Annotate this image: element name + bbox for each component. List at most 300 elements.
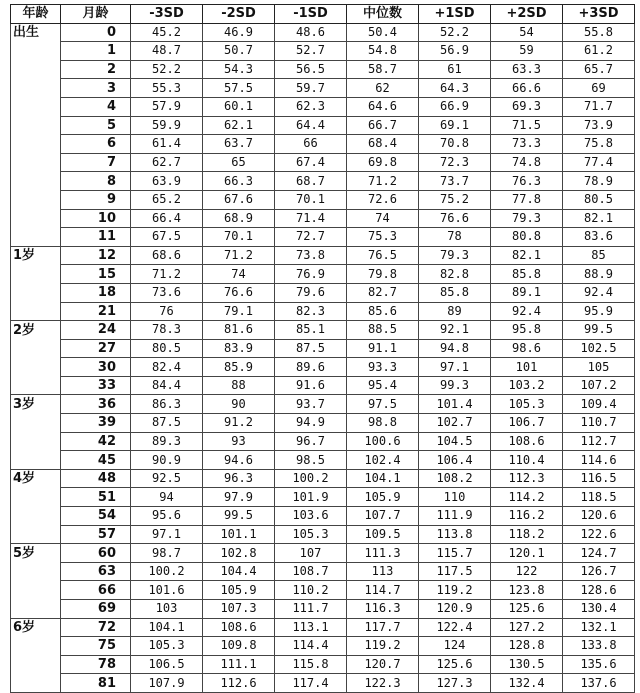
cell-minus-2sd: 65 [203,153,275,172]
cell-plus-2sd: 80.8 [491,228,563,247]
cell-median: 93.3 [347,358,419,377]
cell-median: 120.7 [347,655,419,674]
cell-plus-1sd: 110 [419,488,491,507]
cell-plus-1sd: 122.4 [419,618,491,637]
cell-median: 64.6 [347,97,419,116]
cell-minus-1sd: 82.3 [275,302,347,321]
cell-plus-1sd: 85.8 [419,283,491,302]
cell-minus-3sd: 68.6 [131,246,203,265]
cell-minus-1sd: 66 [275,135,347,154]
cell-minus-2sd: 70.1 [203,228,275,247]
cell-plus-2sd: 59 [491,42,563,61]
cell-month: 11 [61,228,131,247]
table-row [11,507,635,526]
cell-age: 3岁 [11,395,61,414]
cell-minus-1sd: 85.1 [275,321,347,340]
cell-median: 105.9 [347,488,419,507]
cell-plus-3sd: 65.7 [563,60,635,79]
cell-plus-2sd: 101 [491,358,563,377]
cell-minus-1sd: 117.4 [275,674,347,693]
cell-age [11,60,61,79]
cell-month: 75 [61,637,131,656]
cell-plus-2sd: 66.6 [491,79,563,98]
cell-minus-3sd: 71.2 [131,265,203,284]
cell-minus-3sd: 59.9 [131,116,203,135]
cell-plus-2sd: 77.8 [491,190,563,209]
cell-minus-2sd: 57.5 [203,79,275,98]
cell-minus-2sd: 109.8 [203,637,275,656]
table-row [11,395,635,414]
cell-plus-2sd: 89.1 [491,283,563,302]
table-row [11,414,635,433]
cell-age: 4岁 [11,469,61,488]
cell-minus-1sd: 48.6 [275,23,347,42]
growth-standard-table [10,4,635,693]
cell-age [11,655,61,674]
cell-minus-2sd: 50.7 [203,42,275,61]
cell-minus-1sd: 98.5 [275,451,347,470]
cell-month: 54 [61,507,131,526]
cell-month: 7 [61,153,131,172]
cell-minus-3sd: 61.4 [131,135,203,154]
table-header [11,5,635,24]
cell-plus-1sd: 64.3 [419,79,491,98]
cell-median: 85.6 [347,302,419,321]
cell-plus-3sd: 107.2 [563,376,635,395]
cell-age: 出生 [11,23,61,42]
table-row [11,488,635,507]
cell-plus-3sd: 124.7 [563,544,635,563]
cell-plus-3sd: 73.9 [563,116,635,135]
cell-plus-2sd: 118.2 [491,525,563,544]
cell-month: 60 [61,544,131,563]
cell-plus-3sd: 135.6 [563,655,635,674]
cell-minus-3sd: 101.6 [131,581,203,600]
cell-month: 57 [61,525,131,544]
cell-minus-2sd: 81.6 [203,321,275,340]
cell-plus-1sd: 115.7 [419,544,491,563]
cell-month: 69 [61,600,131,619]
cell-plus-1sd: 76.6 [419,209,491,228]
cell-minus-2sd: 105.9 [203,581,275,600]
cell-minus-2sd: 62.1 [203,116,275,135]
cell-plus-1sd: 78 [419,228,491,247]
cell-minus-3sd: 92.5 [131,469,203,488]
cell-minus-3sd: 97.1 [131,525,203,544]
cell-minus-2sd: 71.2 [203,246,275,265]
cell-median: 98.8 [347,414,419,433]
cell-age [11,600,61,619]
cell-median: 100.6 [347,432,419,451]
cell-plus-3sd: 99.5 [563,321,635,340]
cell-age [11,376,61,395]
cell-month: 4 [61,97,131,116]
cell-median: 88.5 [347,321,419,340]
cell-median: 107.7 [347,507,419,526]
cell-minus-3sd: 94 [131,488,203,507]
cell-month: 39 [61,414,131,433]
cell-minus-3sd: 87.5 [131,414,203,433]
cell-minus-3sd: 89.3 [131,432,203,451]
cell-plus-3sd: 75.8 [563,135,635,154]
cell-plus-2sd: 128.8 [491,637,563,656]
cell-age [11,42,61,61]
cell-plus-3sd: 78.9 [563,172,635,191]
cell-plus-1sd: 70.8 [419,135,491,154]
table-row [11,228,635,247]
cell-minus-3sd: 84.4 [131,376,203,395]
cell-plus-2sd: 74.8 [491,153,563,172]
cell-plus-2sd: 82.1 [491,246,563,265]
cell-plus-2sd: 63.3 [491,60,563,79]
table-row [11,153,635,172]
table-row [11,674,635,693]
cell-plus-3sd: 137.6 [563,674,635,693]
table-row [11,451,635,470]
cell-plus-1sd: 113.8 [419,525,491,544]
cell-minus-2sd: 90 [203,395,275,414]
cell-plus-3sd: 92.4 [563,283,635,302]
cell-month: 27 [61,339,131,358]
cell-plus-2sd: 92.4 [491,302,563,321]
cell-minus-3sd: 73.6 [131,283,203,302]
cell-plus-3sd: 105 [563,358,635,377]
cell-minus-2sd: 102.8 [203,544,275,563]
cell-plus-1sd: 102.7 [419,414,491,433]
cell-plus-2sd: 105.3 [491,395,563,414]
cell-month: 0 [61,23,131,42]
table-row [11,581,635,600]
cell-month: 30 [61,358,131,377]
cell-month: 48 [61,469,131,488]
cell-minus-3sd: 82.4 [131,358,203,377]
cell-plus-3sd: 95.9 [563,302,635,321]
cell-plus-3sd: 77.4 [563,153,635,172]
cell-minus-1sd: 105.3 [275,525,347,544]
cell-plus-3sd: 122.6 [563,525,635,544]
cell-minus-3sd: 62.7 [131,153,203,172]
cell-minus-2sd: 112.6 [203,674,275,693]
cell-plus-3sd: 109.4 [563,395,635,414]
cell-plus-1sd: 125.6 [419,655,491,674]
cell-median: 109.5 [347,525,419,544]
cell-age [11,581,61,600]
cell-minus-3sd: 95.6 [131,507,203,526]
cell-age: 5岁 [11,544,61,563]
table-row [11,544,635,563]
cell-median: 72.6 [347,190,419,209]
header-age: 年龄 [11,5,61,24]
cell-plus-3sd: 88.9 [563,265,635,284]
cell-age: 2岁 [11,321,61,340]
cell-plus-2sd: 103.2 [491,376,563,395]
cell-month: 81 [61,674,131,693]
cell-age [11,432,61,451]
cell-plus-2sd: 130.5 [491,655,563,674]
cell-minus-3sd: 98.7 [131,544,203,563]
header-row [11,5,635,24]
cell-plus-3sd: 61.2 [563,42,635,61]
cell-plus-2sd: 116.2 [491,507,563,526]
cell-plus-3sd: 82.1 [563,209,635,228]
cell-minus-1sd: 94.9 [275,414,347,433]
cell-minus-1sd: 73.8 [275,246,347,265]
header-minus-1sd: -1SD [275,5,347,24]
cell-plus-1sd: 97.1 [419,358,491,377]
cell-minus-2sd: 85.9 [203,358,275,377]
cell-minus-1sd: 91.6 [275,376,347,395]
table-row [11,265,635,284]
cell-median: 104.1 [347,469,419,488]
cell-plus-1sd: 69.1 [419,116,491,135]
cell-age [11,135,61,154]
cell-plus-2sd: 110.4 [491,451,563,470]
cell-minus-2sd: 99.5 [203,507,275,526]
table-row [11,42,635,61]
cell-plus-1sd: 66.9 [419,97,491,116]
cell-age [11,358,61,377]
cell-minus-1sd: 113.1 [275,618,347,637]
table-row [11,618,635,637]
cell-plus-2sd: 106.7 [491,414,563,433]
cell-median: 62 [347,79,419,98]
table-row [11,600,635,619]
cell-month: 78 [61,655,131,674]
cell-minus-3sd: 48.7 [131,42,203,61]
cell-minus-2sd: 94.6 [203,451,275,470]
table-row [11,246,635,265]
cell-minus-1sd: 89.6 [275,358,347,377]
table-row [11,562,635,581]
cell-median: 113 [347,562,419,581]
cell-month: 42 [61,432,131,451]
cell-age: 6岁 [11,618,61,637]
cell-minus-1sd: 110.2 [275,581,347,600]
cell-minus-3sd: 65.2 [131,190,203,209]
cell-plus-2sd: 114.2 [491,488,563,507]
table-row [11,79,635,98]
cell-plus-1sd: 52.2 [419,23,491,42]
cell-plus-3sd: 114.6 [563,451,635,470]
table-row [11,209,635,228]
cell-month: 66 [61,581,131,600]
cell-minus-3sd: 63.9 [131,172,203,191]
cell-minus-3sd: 100.2 [131,562,203,581]
table-row [11,525,635,544]
cell-plus-1sd: 119.2 [419,581,491,600]
cell-age [11,153,61,172]
table-body [11,23,635,692]
cell-plus-3sd: 55.8 [563,23,635,42]
cell-month: 21 [61,302,131,321]
cell-minus-2sd: 101.1 [203,525,275,544]
cell-plus-3sd: 126.7 [563,562,635,581]
cell-minus-3sd: 76 [131,302,203,321]
cell-plus-1sd: 111.9 [419,507,491,526]
cell-minus-1sd: 62.3 [275,97,347,116]
header-plus-3sd: +3SD [563,5,635,24]
cell-minus-3sd: 57.9 [131,97,203,116]
cell-plus-3sd: 132.1 [563,618,635,637]
cell-median: 114.7 [347,581,419,600]
table-row [11,283,635,302]
cell-median: 50.4 [347,23,419,42]
cell-minus-1sd: 107 [275,544,347,563]
cell-minus-3sd: 90.9 [131,451,203,470]
cell-month: 8 [61,172,131,191]
cell-minus-1sd: 87.5 [275,339,347,358]
cell-age [11,97,61,116]
cell-month: 72 [61,618,131,637]
cell-plus-3sd: 128.6 [563,581,635,600]
cell-minus-1sd: 115.8 [275,655,347,674]
table-row [11,358,635,377]
cell-plus-2sd: 132.4 [491,674,563,693]
cell-age [11,172,61,191]
cell-median: 82.7 [347,283,419,302]
cell-minus-1sd: 70.1 [275,190,347,209]
cell-month: 15 [61,265,131,284]
cell-month: 24 [61,321,131,340]
cell-age [11,507,61,526]
header-minus-3sd: -3SD [131,5,203,24]
cell-age [11,209,61,228]
cell-minus-1sd: 100.2 [275,469,347,488]
cell-plus-1sd: 117.5 [419,562,491,581]
cell-plus-1sd: 106.4 [419,451,491,470]
cell-plus-2sd: 123.8 [491,581,563,600]
cell-minus-2sd: 88 [203,376,275,395]
table-row [11,60,635,79]
cell-minus-2sd: 63.7 [203,135,275,154]
cell-median: 116.3 [347,600,419,619]
cell-plus-1sd: 120.9 [419,600,491,619]
cell-plus-2sd: 79.3 [491,209,563,228]
table-row [11,339,635,358]
cell-month: 33 [61,376,131,395]
cell-median: 71.2 [347,172,419,191]
cell-plus-3sd: 83.6 [563,228,635,247]
cell-minus-2sd: 111.1 [203,655,275,674]
cell-minus-1sd: 111.7 [275,600,347,619]
cell-plus-3sd: 85 [563,246,635,265]
cell-minus-1sd: 79.6 [275,283,347,302]
cell-minus-3sd: 105.3 [131,637,203,656]
cell-minus-3sd: 67.5 [131,228,203,247]
cell-plus-2sd: 85.8 [491,265,563,284]
cell-plus-1sd: 124 [419,637,491,656]
table-row [11,23,635,42]
cell-age [11,414,61,433]
cell-minus-2sd: 83.9 [203,339,275,358]
table-row [11,432,635,451]
cell-minus-2sd: 74 [203,265,275,284]
cell-month: 18 [61,283,131,302]
cell-plus-3sd: 110.7 [563,414,635,433]
cell-minus-2sd: 96.3 [203,469,275,488]
cell-minus-1sd: 67.4 [275,153,347,172]
cell-minus-3sd: 78.3 [131,321,203,340]
cell-month: 3 [61,79,131,98]
cell-month: 45 [61,451,131,470]
cell-median: 117.7 [347,618,419,637]
cell-plus-2sd: 73.3 [491,135,563,154]
cell-month: 10 [61,209,131,228]
cell-median: 58.7 [347,60,419,79]
table-row [11,172,635,191]
cell-age [11,525,61,544]
cell-minus-2sd: 93 [203,432,275,451]
cell-minus-3sd: 106.5 [131,655,203,674]
cell-minus-3sd: 45.2 [131,23,203,42]
cell-month: 51 [61,488,131,507]
cell-plus-1sd: 82.8 [419,265,491,284]
cell-minus-3sd: 107.9 [131,674,203,693]
cell-median: 75.3 [347,228,419,247]
cell-median: 68.4 [347,135,419,154]
cell-plus-2sd: 127.2 [491,618,563,637]
cell-plus-1sd: 73.7 [419,172,491,191]
cell-month: 5 [61,116,131,135]
cell-minus-2sd: 66.3 [203,172,275,191]
cell-plus-2sd: 122 [491,562,563,581]
cell-minus-1sd: 71.4 [275,209,347,228]
cell-minus-1sd: 101.9 [275,488,347,507]
cell-plus-2sd: 54 [491,23,563,42]
table-row [11,655,635,674]
cell-minus-2sd: 67.6 [203,190,275,209]
cell-minus-2sd: 76.6 [203,283,275,302]
cell-age [11,283,61,302]
cell-minus-1sd: 52.7 [275,42,347,61]
cell-median: 66.7 [347,116,419,135]
cell-month: 1 [61,42,131,61]
cell-plus-3sd: 130.4 [563,600,635,619]
cell-plus-1sd: 99.3 [419,376,491,395]
cell-median: 54.8 [347,42,419,61]
cell-plus-3sd: 112.7 [563,432,635,451]
cell-minus-3sd: 66.4 [131,209,203,228]
table-row [11,637,635,656]
cell-minus-2sd: 46.9 [203,23,275,42]
cell-month: 2 [61,60,131,79]
cell-plus-3sd: 69 [563,79,635,98]
cell-age [11,79,61,98]
cell-minus-3sd: 86.3 [131,395,203,414]
cell-age [11,674,61,693]
cell-median: 91.1 [347,339,419,358]
cell-plus-1sd: 104.5 [419,432,491,451]
cell-plus-1sd: 89 [419,302,491,321]
cell-month: 12 [61,246,131,265]
cell-plus-2sd: 120.1 [491,544,563,563]
cell-minus-1sd: 68.7 [275,172,347,191]
cell-minus-1sd: 56.5 [275,60,347,79]
cell-plus-1sd: 79.3 [419,246,491,265]
cell-plus-3sd: 118.5 [563,488,635,507]
cell-plus-1sd: 56.9 [419,42,491,61]
cell-plus-2sd: 76.3 [491,172,563,191]
cell-age [11,228,61,247]
cell-age [11,265,61,284]
cell-plus-2sd: 125.6 [491,600,563,619]
cell-minus-1sd: 59.7 [275,79,347,98]
table-row [11,135,635,154]
cell-median: 74 [347,209,419,228]
cell-minus-1sd: 93.7 [275,395,347,414]
cell-plus-2sd: 108.6 [491,432,563,451]
cell-plus-1sd: 72.3 [419,153,491,172]
